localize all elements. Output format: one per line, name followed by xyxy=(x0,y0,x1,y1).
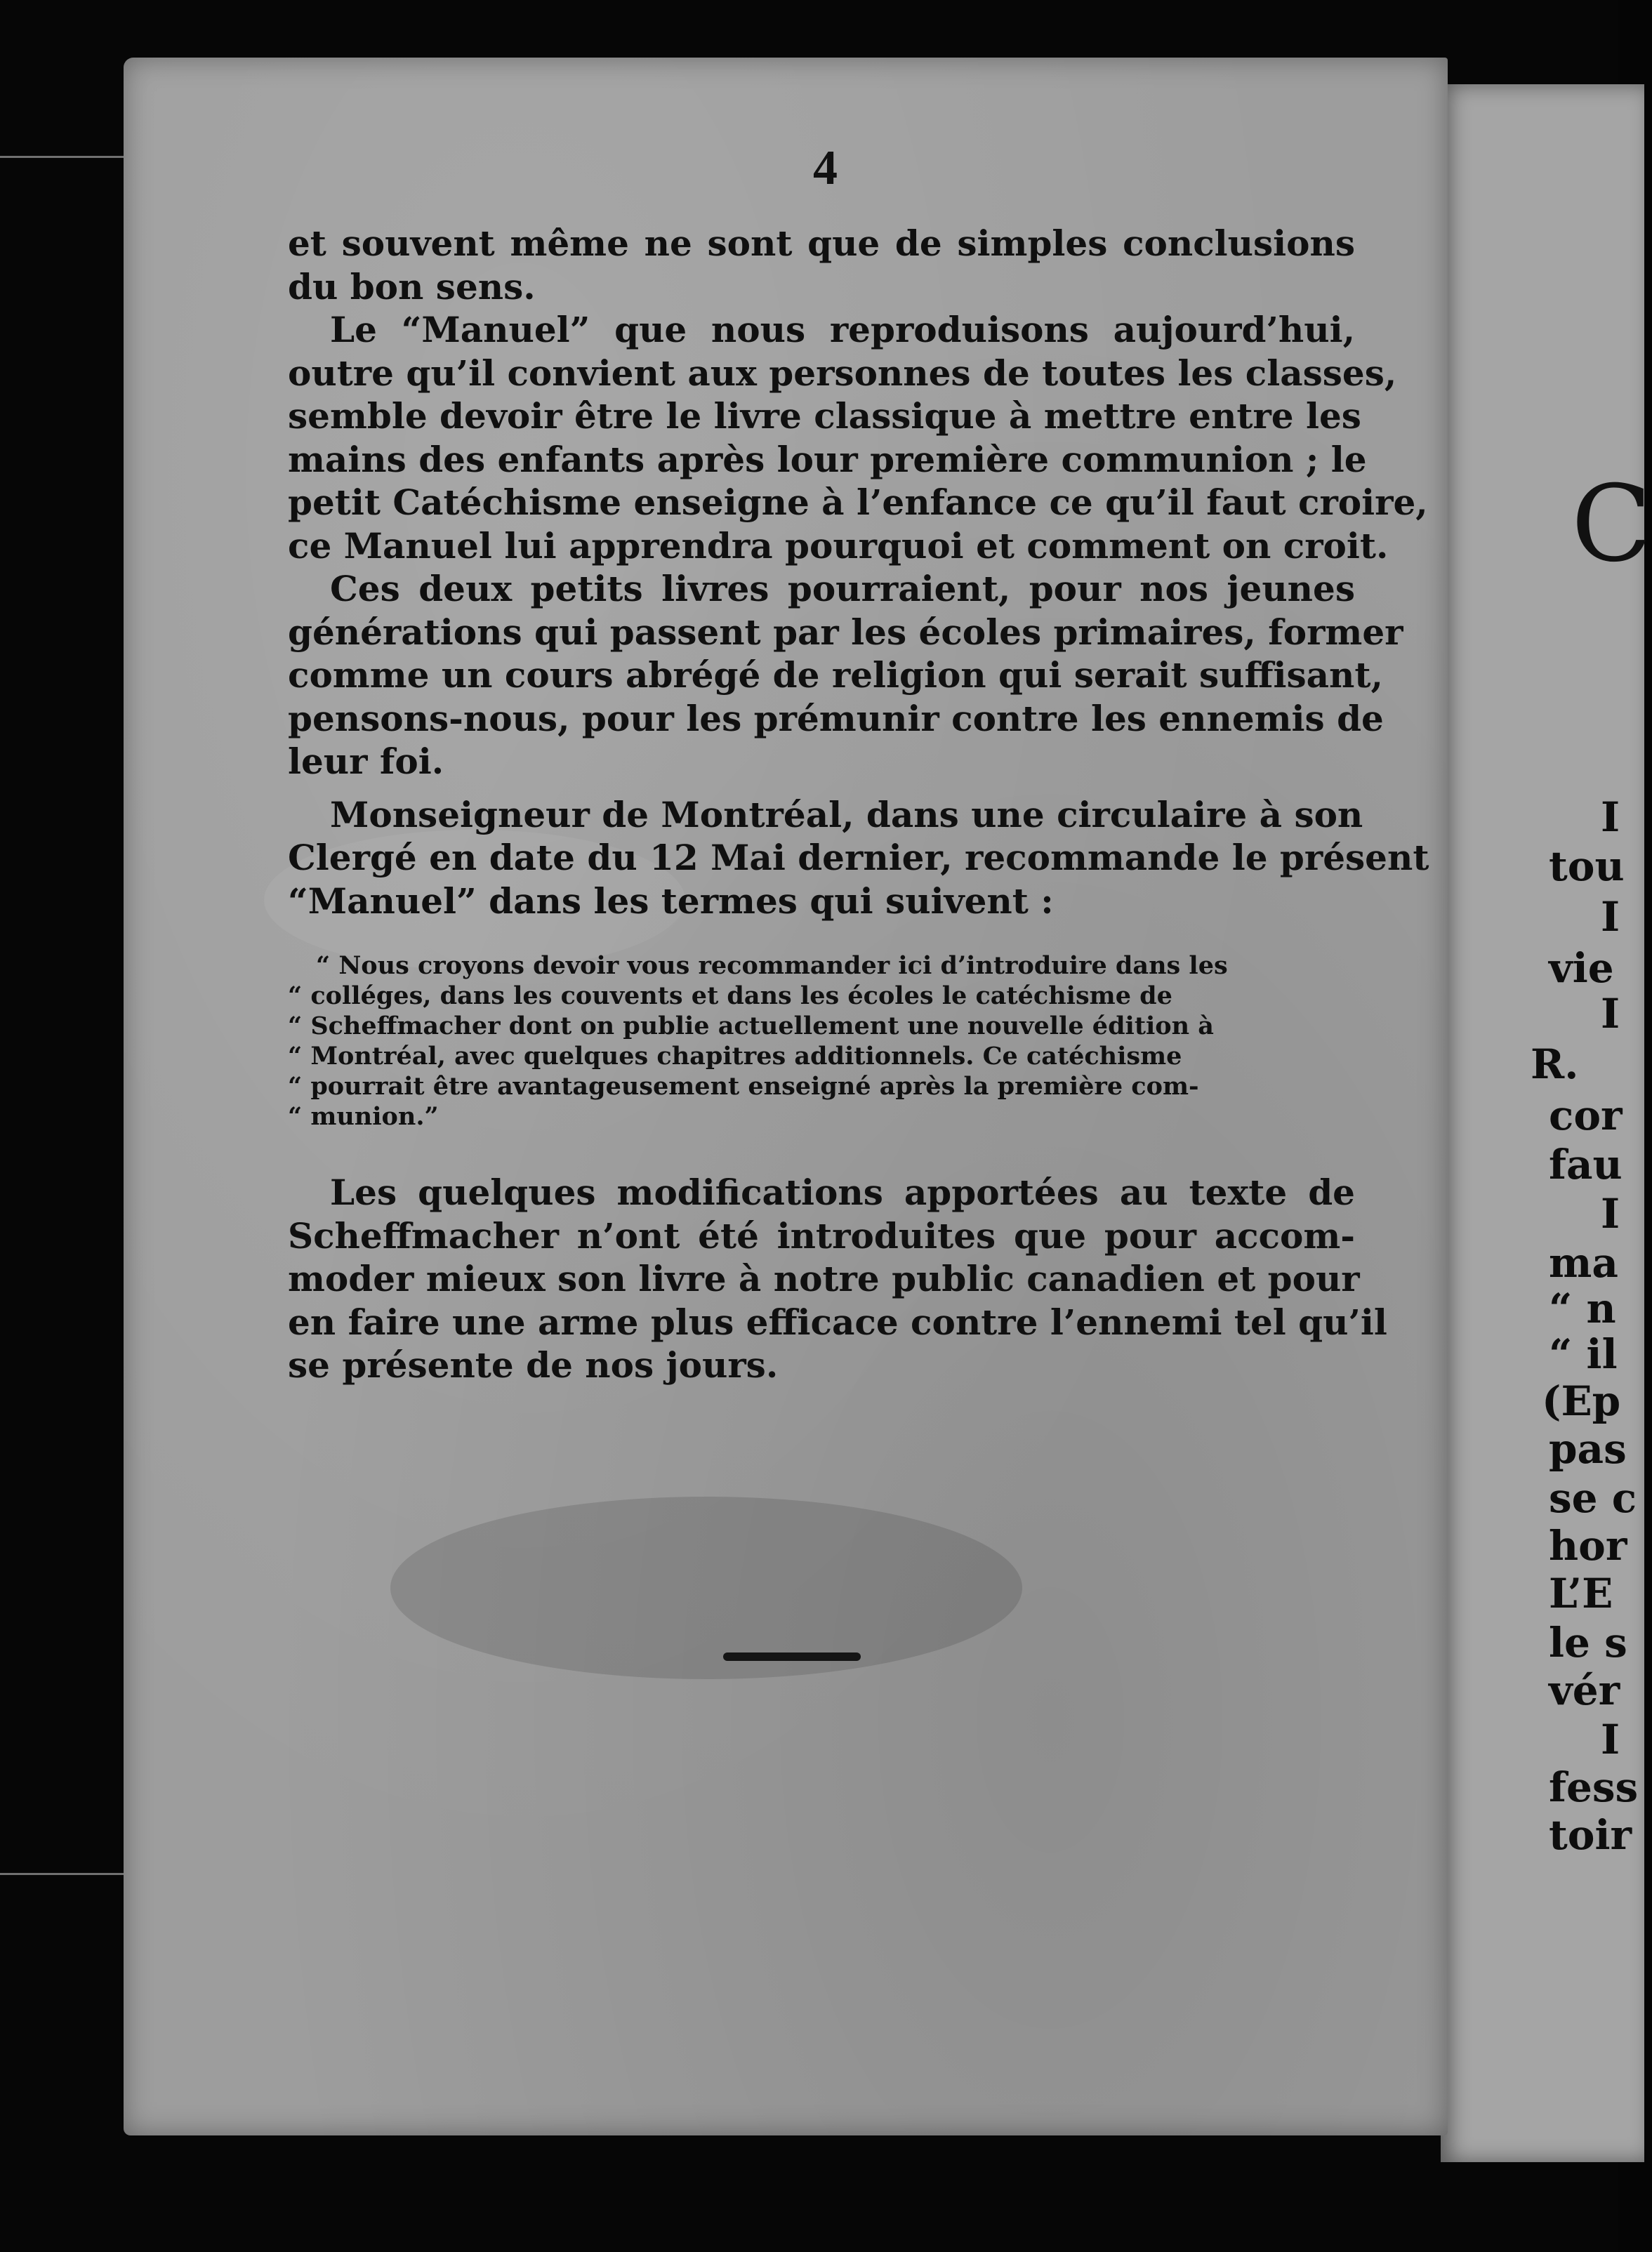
right-page-fragment: I xyxy=(1601,893,1620,941)
text-line: mains des enfants après lour première communion ; le xyxy=(288,438,1367,480)
text-line: comme un cours abrégé de religion qui serait suffisant, xyxy=(288,654,1383,696)
quote-line: “ munion.” xyxy=(288,1102,439,1131)
right-page-fragment: toir xyxy=(1549,1811,1632,1859)
paragraph-4 xyxy=(288,793,1429,923)
right-page-fragment: “ n xyxy=(1549,1285,1616,1332)
quote-line: “ Montréal, avec quelques chapitres additionnels. Ce catéchisme xyxy=(288,1042,1182,1071)
text-line: leur foi. xyxy=(288,741,444,782)
paragraph-3 xyxy=(288,567,1403,783)
body-text xyxy=(288,222,1429,1387)
text-line: Le “Manuel” que nous reproduisons aujourd’hui, xyxy=(330,309,1355,350)
text-line: Les quelques modifications apportées au texte de xyxy=(330,1172,1355,1213)
right-page-fragment: cor xyxy=(1549,1092,1623,1139)
paragraph-1 xyxy=(288,222,1355,308)
text-line: moder mieux son livre à notre public canadien et pour xyxy=(288,1258,1360,1299)
right-page-fragment: le s xyxy=(1549,1619,1627,1667)
right-page-fragment: vér xyxy=(1549,1667,1620,1714)
quote-line: “ Nous croyons devoir vous recommander ici d’introduire dans les xyxy=(316,951,1228,980)
text-line: Monseigneur de Montréal, dans une circulaire à son xyxy=(330,793,1363,835)
text-line: “Manuel” dans les termes qui suivent : xyxy=(288,880,1054,922)
text-line: petit Catéchisme enseigne à l’enfance ce qu’il faut croire, xyxy=(288,482,1428,523)
quote-line: “ colléges, dans les couvents et dans les écoles le catéchisme de xyxy=(288,981,1172,1010)
right-page-fragment: I xyxy=(1601,1716,1620,1763)
right-page-fragment: (Ep xyxy=(1542,1377,1621,1425)
right-page-fragment: I xyxy=(1601,1190,1620,1238)
text-line: du bon sens. xyxy=(288,265,536,307)
text-line: Ces deux petits livres pourraient, pour nos jeunes xyxy=(330,568,1355,609)
right-page-fragment: L’E xyxy=(1549,1570,1613,1617)
quote-line: “ Scheffmacher dont on publie actuellement une nouvelle édition à xyxy=(288,1012,1214,1040)
text-line: pensons-nous, pour les prémunir contre les ennemis de xyxy=(288,697,1384,739)
text-line: ce Manuel lui apprendra pourquoi et comment on croit. xyxy=(288,524,1389,567)
text-line: en faire une arme plus efficace contre l’ennemi tel qu’il xyxy=(288,1301,1387,1343)
page-stain xyxy=(390,1497,1022,1679)
right-page-fragment: “ il xyxy=(1549,1330,1618,1378)
right-page-fragment: vie xyxy=(1549,944,1614,992)
right-page-fragment: fess xyxy=(1549,1763,1639,1811)
text-line: semble devoir être le livre classique à mettre entre les xyxy=(288,395,1361,437)
section-end-rule xyxy=(723,1652,861,1661)
right-page-fragment: se c xyxy=(1549,1474,1637,1522)
closing-paragraph xyxy=(288,1171,1387,1387)
bishop-quote xyxy=(288,951,1355,1132)
right-page-fragment: I xyxy=(1601,990,1620,1038)
text-line: Clergé en date du 12 Mai dernier, recommande le présent xyxy=(288,837,1429,878)
right-page-fragment: R. xyxy=(1531,1040,1579,1088)
text-line: générations qui passent par les écoles primaires, former xyxy=(288,611,1403,653)
right-page-fragment: ma xyxy=(1549,1239,1618,1287)
spacer xyxy=(288,1132,1355,1171)
right-page-fragment: I xyxy=(1601,793,1620,841)
text-line: outre qu’il convient aux personnes de toutes les classes, xyxy=(288,352,1397,394)
quote-line: “ pourrait être avantageusement enseigné après la première com- xyxy=(288,1072,1199,1101)
right-page-fragment: tou xyxy=(1549,842,1625,890)
page-number: 4 xyxy=(813,141,838,195)
paragraph-2 xyxy=(288,308,1428,567)
right-page-initial: C xyxy=(1571,463,1652,585)
text-line: Scheffmacher n’ont été introduites que pour accom- xyxy=(288,1214,1355,1257)
text-line: et souvent même ne sont que de simples conclusions xyxy=(288,223,1355,264)
text-line: se présente de nos jours. xyxy=(288,1344,779,1386)
right-page-fragment: pas xyxy=(1549,1425,1627,1473)
right-page-fragment: hor xyxy=(1549,1522,1627,1570)
right-page-fragment: fau xyxy=(1549,1141,1623,1188)
